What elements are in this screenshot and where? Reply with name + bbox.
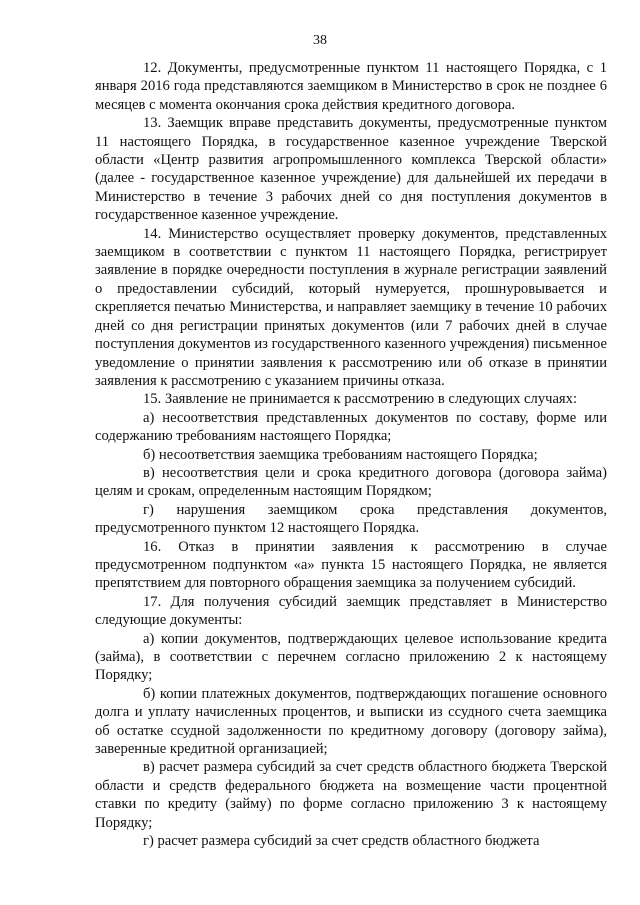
- paragraph-15: 15. Заявление не принимается к рассмотрению в следующих случаях:: [143, 391, 578, 408]
- paragraph-15-item-g: г) нарушения заемщиком срока представления документов, предусмотренного пунктом 12 настоящего Порядка.: [95, 501, 607, 537]
- paragraph-16: 16. Отказ в принятии заявления к рассмотрению в случае предусмотренном подпунктом «а» пункта 15 настоящего Порядка, не является препятствием для повторного обращения заемщика за получением субсидий.: [95, 538, 607, 592]
- paragraph-17-item-v: в) расчет размера субсидий за счет средств областного бюджета Тверской области и средств федерального бюджета на возмещение части процентной ставки по кредиту (займу) по форме согласно приложению 3 к настоящему Порядку;: [95, 759, 607, 831]
- paragraph-17: 17. Для получения субсидий заемщик представляет в Министерство следующие документы:: [95, 593, 607, 629]
- paragraph-13: 13. Заемщик вправе представить документы, предусмотренные пунктом 11 настоящего Порядка, в государственное казенное учреждение Тверской области «Центр развития агропромышленного комплекса Тверской области» (далее - государственное казенное учреждение) для дальнейшей их передачи в Министерство в течение 3 рабочих дней со дня поступления документов в государственное казенное учреждение.: [95, 115, 607, 224]
- paragraph-17-item-g: г) расчет размера субсидий за счет средств областного бюджета: [143, 833, 540, 850]
- paragraph-14: 14. Министерство осуществляет проверку документов, представленных заемщиком в соответствии с пунктом 11 настоящего Порядка, регистрирует заявление в порядке очередности поступления в журнале регистрации заявлений о предоставлении субсидий, который нумеруется, прошнуровывается и скрепляется печатью Министерства, и направляет заемщику в течение 10 рабочих дней со дня регистрации принятых документов (или 7 рабочих дней в случае поступления документов из государственного казенного учреждения) письменное уведомление о принятии заявления к рассмотрению или об отказе в принятии заявления к рассмотрению с указанием причины отказа.: [95, 225, 607, 389]
- paragraph-17-item-a: а) копии документов, подтверждающих целевое использование кредита (займа), в соответствии с перечнем согласно приложению 2 к настоящему Порядку;: [95, 630, 607, 684]
- paragraph-17-item-b: б) копии платежных документов, подтверждающих погашение основного долга и уплату начисленных процентов, и выписки из ссудного счета заемщика об остатке ссудной задолженности по кредитному договору (договору займа), заверенные кредитной организацией;: [95, 685, 607, 758]
- paragraph-12: 12. Документы, предусмотренные пунктом 11 настоящего Порядка, с 1 января 2016 года представляются заемщиком в Министерство в срок не позднее 6 месяцев с момента окончания срока действия кредитного договора.: [95, 60, 607, 113]
- paragraph-15-item-b: б) несоответствия заемщика требованиям настоящего Порядка;: [143, 446, 538, 463]
- document-body: [95, 59, 607, 850]
- paragraph-15-item-v: в) несоответствия цели и срока кредитного договора (договора займа) целям и срокам, определенным настоящим Порядком;: [95, 464, 607, 500]
- paragraph-15-item-a: а) несоответствия представленных документов по составу, форме или содержанию требованиям настоящего Порядка;: [95, 409, 607, 445]
- page-number: 38: [313, 33, 327, 48]
